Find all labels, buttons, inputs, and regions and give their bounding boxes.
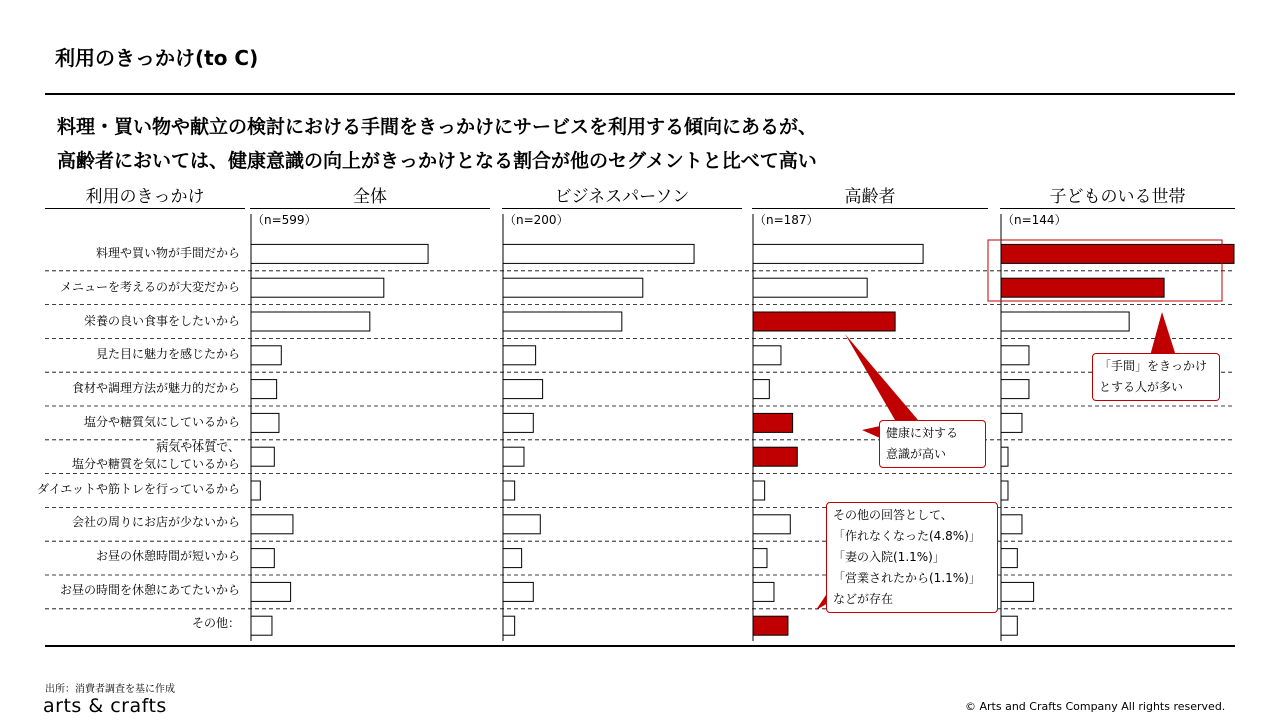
bar	[251, 413, 279, 432]
series-header-elderly: 高齢者	[844, 187, 896, 207]
bar	[753, 582, 774, 601]
source-note: 出所：消費者調査を基に作成	[45, 684, 175, 695]
bar	[1001, 582, 1034, 601]
callout-pointer	[862, 426, 880, 438]
highlighted-bar	[753, 413, 793, 432]
callout-health	[879, 420, 986, 468]
bar	[1001, 413, 1022, 432]
bar	[753, 481, 765, 500]
bar	[503, 346, 536, 365]
bar	[1001, 380, 1029, 399]
highlighted-bar	[1001, 244, 1234, 263]
callout-pointer	[1150, 312, 1176, 356]
bar	[753, 278, 867, 297]
callout-text: 意識が高い	[886, 447, 947, 461]
callout-text: 「妻の入院(1.1%)」	[833, 550, 945, 564]
callout-pointer	[845, 334, 918, 420]
bar	[251, 278, 384, 297]
bar	[1001, 515, 1022, 534]
bar	[251, 312, 370, 331]
category-label: ダイエットや筋トレを行っているから	[36, 482, 240, 496]
callout-text: 健康に対する	[886, 426, 959, 440]
bar	[503, 515, 540, 534]
series-header-families: 子どものいる世帯	[1049, 187, 1186, 207]
sample-size-elderly: （n=187）	[754, 213, 819, 227]
category-label: 食材や調理方法が魅力的だから	[71, 381, 240, 395]
highlighted-bar	[1001, 278, 1164, 297]
bar	[503, 582, 533, 601]
callout-text: 「営業されたから(1.1%)」	[833, 571, 981, 585]
bar	[753, 380, 769, 399]
bar	[251, 582, 291, 601]
sample-size-families: （n=144）	[1002, 213, 1067, 227]
bar	[251, 346, 281, 365]
bottom-divider	[45, 645, 1235, 647]
callout-other-answers	[826, 502, 998, 613]
bar	[251, 447, 274, 466]
bar	[753, 346, 781, 365]
category-column-header: 利用のきっかけ	[85, 187, 205, 207]
bar	[1001, 616, 1017, 635]
sample-size-business: （n=200）	[504, 213, 569, 227]
category-label: メニューを考えるのが大変だから	[59, 280, 240, 294]
bar	[503, 549, 522, 568]
category-label: 見た目に魅力を感じたから	[95, 347, 240, 361]
bar	[753, 244, 923, 263]
bar	[251, 515, 293, 534]
bar	[503, 447, 524, 466]
callout-text: などが存在	[833, 592, 894, 606]
highlighted-bar	[753, 616, 788, 635]
bar	[1001, 346, 1029, 365]
headline-line-1: 料理・買い物や献立の検討における手間をきっかけにサービスを利用する傾向にあるが、	[57, 116, 818, 138]
bar	[753, 549, 767, 568]
callout-text: 「手間」をきっかけ	[1099, 359, 1208, 373]
series-header-business: ビジネスパーソン	[554, 187, 690, 207]
bar	[1001, 549, 1017, 568]
callout-effort	[1092, 353, 1220, 401]
bar	[503, 312, 622, 331]
series-header-all: 全体	[353, 187, 387, 207]
bar	[251, 616, 272, 635]
callout-text: とする人が多い	[1099, 380, 1184, 394]
category-label: 会社の周りにお店が少ないから	[71, 515, 240, 529]
company-logo: arts & crafts	[43, 695, 167, 717]
bar	[503, 481, 515, 500]
category-label: 栄養の良い食事をしたいから	[83, 314, 240, 328]
category-label: 料理や買い物が手間だから	[95, 246, 240, 260]
bar	[753, 515, 790, 534]
bar	[503, 380, 543, 399]
highlighted-bar	[753, 312, 895, 331]
headline-line-2: 高齢者においては、健康意識の向上がきっかけとなる割合が他のセグメントと比べて高い	[57, 150, 817, 172]
bar	[1001, 447, 1008, 466]
category-label: お昼の時間を休憩にあてたいから	[59, 583, 240, 597]
bar	[251, 481, 260, 500]
category-label: 塩分や糖質気にしているから	[83, 415, 240, 429]
category-label: その他：	[191, 616, 240, 630]
highlighted-bar	[753, 447, 797, 466]
callout-text: その他の回答として、	[833, 508, 953, 522]
copyright-notice: © Arts and Crafts Company All rights reserved.	[965, 700, 1226, 713]
bar	[503, 244, 694, 263]
bar	[503, 616, 515, 635]
page-title: 利用のきっかけ(to C)	[55, 46, 259, 70]
callout-text: 「作れなくなった(4.8%)」	[833, 529, 981, 543]
bar	[1001, 312, 1129, 331]
category-label: 病気や体質で、 塩分や糖質を気にしているから	[71, 440, 240, 471]
bar	[503, 278, 643, 297]
bar	[503, 413, 533, 432]
bar	[251, 244, 428, 263]
category-label: お昼の休憩時間が短いから	[95, 549, 240, 563]
sample-size-all: （n=599）	[252, 213, 317, 227]
bar	[251, 549, 274, 568]
bar	[1001, 481, 1008, 500]
bar	[251, 380, 277, 399]
